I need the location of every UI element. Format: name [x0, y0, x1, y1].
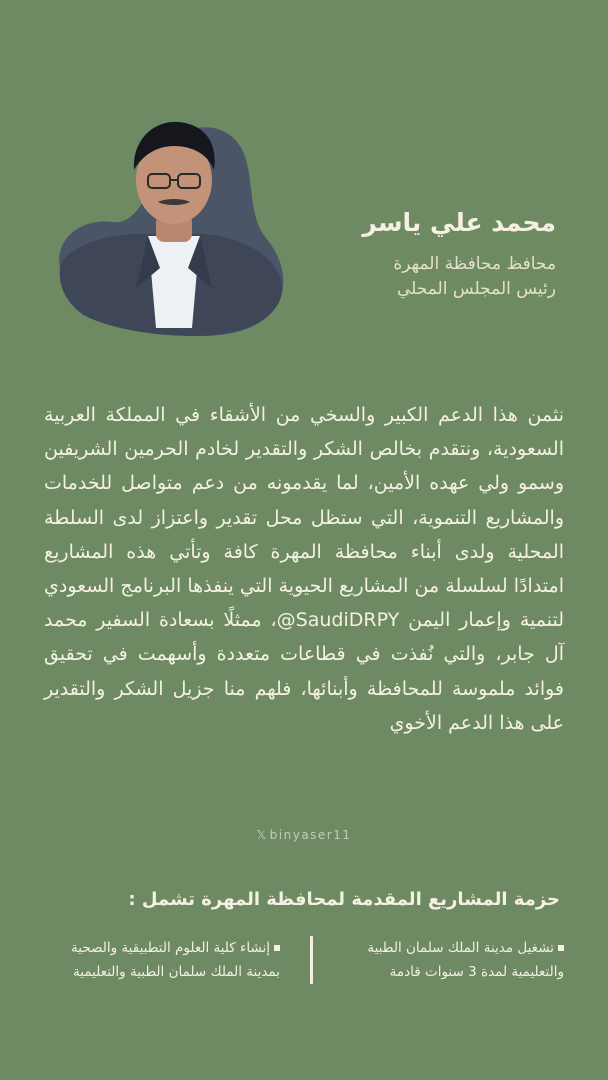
project-item — [44, 936, 280, 984]
governor-portrait — [52, 118, 288, 340]
bullet-icon — [558, 945, 564, 951]
statement-paragraph — [44, 398, 564, 740]
x-logo-icon: 𝕏 — [256, 828, 268, 842]
bullet-icon — [274, 945, 280, 951]
projects-divider — [310, 936, 313, 984]
project-item-text: تشغيل مدينة الملك سلمان الطبية والتعليمية لمدة 3 سنوات قادمة — [367, 940, 564, 980]
profile-block — [306, 208, 556, 302]
person-name: محمد علي ياسر — [362, 208, 556, 237]
projects-list — [44, 936, 564, 988]
project-item-text: إنشاء كلية العلوم التطبيقية والصحية بمدينة الملك سلمان الطبية والتعليمية — [71, 940, 280, 980]
projects-title: حزمة المشاريع المقدمة لمحافظة المهرة تشمل : — [128, 889, 560, 910]
handle-text: binyaser11 — [269, 828, 352, 842]
role-governor: محافظ محافظة المهرة — [393, 254, 556, 274]
role-council-head: رئيس المجلس المحلي — [396, 279, 556, 299]
social-handle — [0, 828, 608, 842]
statement-text: نثمن هذا الدعم الكبير والسخي من الأشقاء في المملكة العربية السعودية، ونتقدم بخالص الشكر والتقدير لخادم الحرمين الشريفين وسمو ولي عهده الأمين، لما يقدمونه من دعم متواصل للخدمات والمشاريع التنموية، التي ستظل محل تقدير واعتزاز لدى السلطة المحلية ولدى أبناء محافظة المهرة كافة وتأتي هذه المشاريع امتدادًا لسلسلة من المشاريع الحيوية التي ينفذها البرنامج السعودي لتنمية وإعمار اليمن ‎@SaudiDRPY،‏ ممثلًا بسعادة السفير محمد آل جابر، والتي نُفذت في قطاعات متعددة وأسهمت في تحقيق فوائد ملموسة للمحافظة وأبنائها، فلهم منا جزيل الشكر والتقدير على هذا الدعم الأخوي — [44, 404, 564, 734]
project-item — [328, 936, 564, 984]
